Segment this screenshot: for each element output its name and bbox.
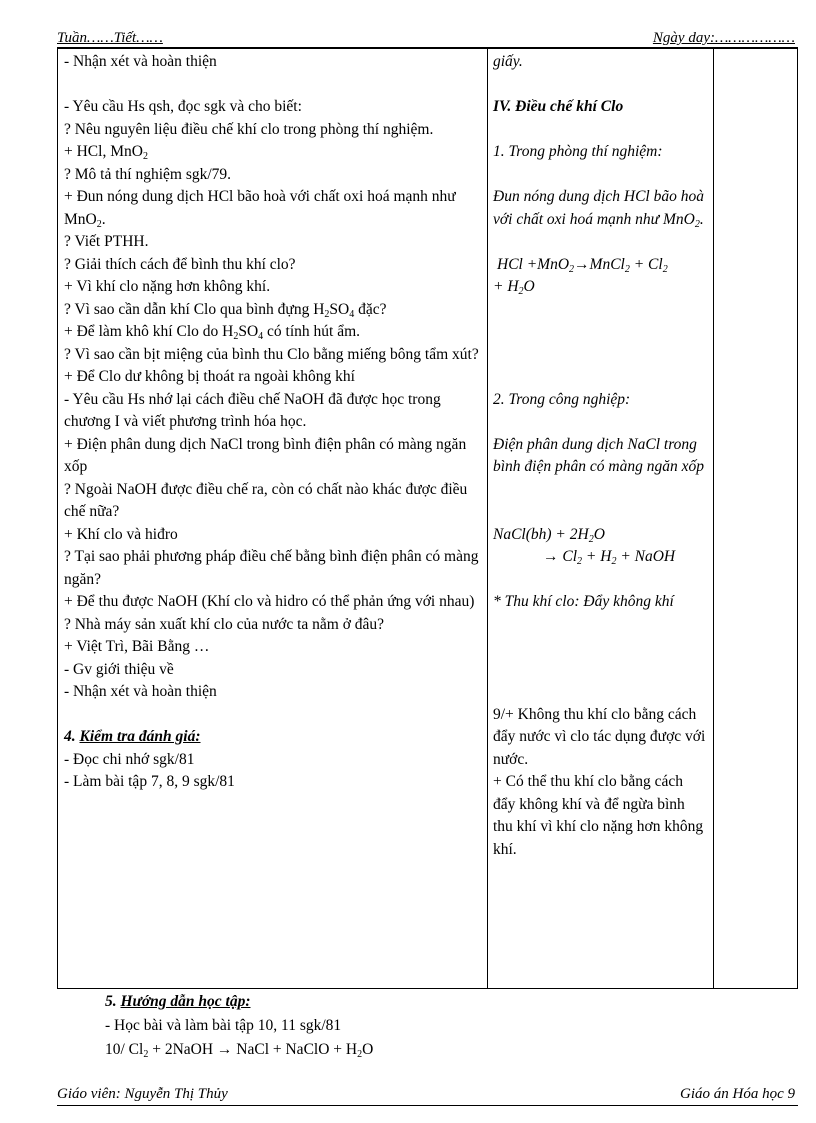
text-line: - Yêu cầu Hs nhớ lại cách điều chế NaOH đã được học trong chương I và viết phương trình hóa học. [64, 390, 441, 430]
text-line: + HCl, MnO$_2$ [64, 143, 148, 162]
text-line: + Khí clo và hiđro [64, 525, 178, 543]
text-line: ? Ngoài NaOH được điều chế ra, còn có chất nào khác được điều chế nữa? [64, 480, 468, 520]
column-divider [713, 49, 714, 988]
lesson-table [57, 48, 798, 989]
homework-section [105, 990, 373, 1062]
text-line: - Nhận xét và hoàn thiện [64, 53, 217, 70]
column-divider [487, 49, 488, 988]
text-line: + Để thu được NaOH (Khí clo và hidro có thể phản ứng với nhau) [64, 593, 475, 610]
equation: 10/ $Cl_2$ + 2NaOH → NaCl + NaClO + $H_2O$ [105, 1041, 374, 1060]
text-line: + Để làm khô khí Clo do $H_2SO_4$ có tính hút ẩm. [64, 323, 361, 342]
text-line: Điện phân dung dịch NaCl trong bình điện phân có màng ngăn xốp [493, 435, 704, 475]
equation: NaCl(bh) + $2H_2O$ [493, 525, 605, 545]
text-line: 9/+ Không thu khí clo bằng cách đẩy nước vì clo tác dụng được với nước. [493, 705, 706, 768]
text-line: ? Vì sao cần dẫn khí Clo qua bình đựng $H_2SO_4$ đặc? [64, 300, 387, 320]
subject-label: Giáo án Hóa học 9 [680, 1086, 795, 1102]
week-lesson-label: Tuần……Tiết…… [57, 30, 163, 46]
teacher-student-activities [64, 51, 482, 794]
lesson-content [493, 51, 708, 861]
text-line: + Đun nóng dung dịch HCl bão hoà với chất oxi hoá mạnh như MnO$_2$. [64, 188, 456, 230]
text-line: ? Tại sao phải phương pháp điều chế bằng bình điện phân có màng ngăn? [64, 548, 479, 588]
section-heading: 4. Kiểm tra đánh giá: [64, 728, 201, 745]
text-line: - Gv giới thiệu về [64, 660, 174, 678]
text-line: ? Giải thích cách để bình thu khí clo? [64, 255, 296, 273]
text-line: + Việt Trì, Bãi Bằng … [64, 638, 210, 655]
equation: → $Cl_2 + H_2$ + NaOH [543, 548, 676, 567]
text-line: ? Vì sao cần bịt miệng của bình thu Clo bằng miếng bông tẩm xút? [64, 345, 479, 363]
text-line: Đun nóng dung dịch HCl bão hoà với chất oxi hoá mạnh như MnO$_2$. [493, 188, 704, 230]
text-line: - Học bài và làm bài tập 10, 11 sgk/81 [105, 1017, 342, 1034]
text-line: - Làm bài tập 7, 8, 9 sgk/81 [64, 773, 235, 790]
text-line: - Yêu cầu Hs qsh, đọc sgk và cho biết: [64, 98, 302, 115]
text-line: ? Nêu nguyên liệu điều chế khí clo trong phòng thí nghiệm. [64, 120, 434, 138]
text-line: + Vì khí clo nặng hơn không khí. [64, 278, 271, 295]
text-line: + Điện phân dung dịch NaCl trong bình điện phân có màng ngăn xốp [64, 435, 467, 475]
text-line: - Đọc chi nhớ sgk/81 [64, 750, 195, 768]
subheading: 2. Trong công nghiệp: [493, 390, 631, 408]
section-heading: IV. Điều chế khí Clo [493, 98, 624, 115]
text-line: ? Nhà máy sản xuất khí clo của nước ta nằm ở đâu? [64, 615, 385, 633]
equation: + $H_2O$ [493, 278, 535, 297]
teaching-date-label: Ngày day:……………… [652, 30, 795, 46]
footer-rule [57, 1105, 798, 1106]
equation: HCl +MnO$_2$→MnCl$_2$ + $Cl_2$ [497, 255, 668, 275]
text-line: - Nhận xét và hoàn thiện [64, 683, 217, 700]
text-line: * Thu khí clo: Đẩy không khí [493, 593, 674, 610]
page-header [57, 30, 795, 48]
text-line: ? Viết PTHH. [64, 233, 149, 250]
text-line: giấy. [493, 53, 523, 70]
section-heading: 5. Hướng dẫn học tập: [105, 993, 251, 1010]
subheading: 1. Trong phòng thí nghiệm: [493, 143, 663, 160]
text-line: + Có thể thu khí clo bằng cách đẩy không khí và để ngừa bình thu khí vì khí clo nặng hơn không khí. [493, 773, 704, 858]
text-line: ? Mô tả thí nghiệm sgk/79. [64, 165, 232, 183]
text-line: + Để Clo dư không bị thoát ra ngoài không khí [64, 368, 355, 385]
teacher-name: Giáo viên: Nguyễn Thị Thủy [57, 1086, 228, 1102]
